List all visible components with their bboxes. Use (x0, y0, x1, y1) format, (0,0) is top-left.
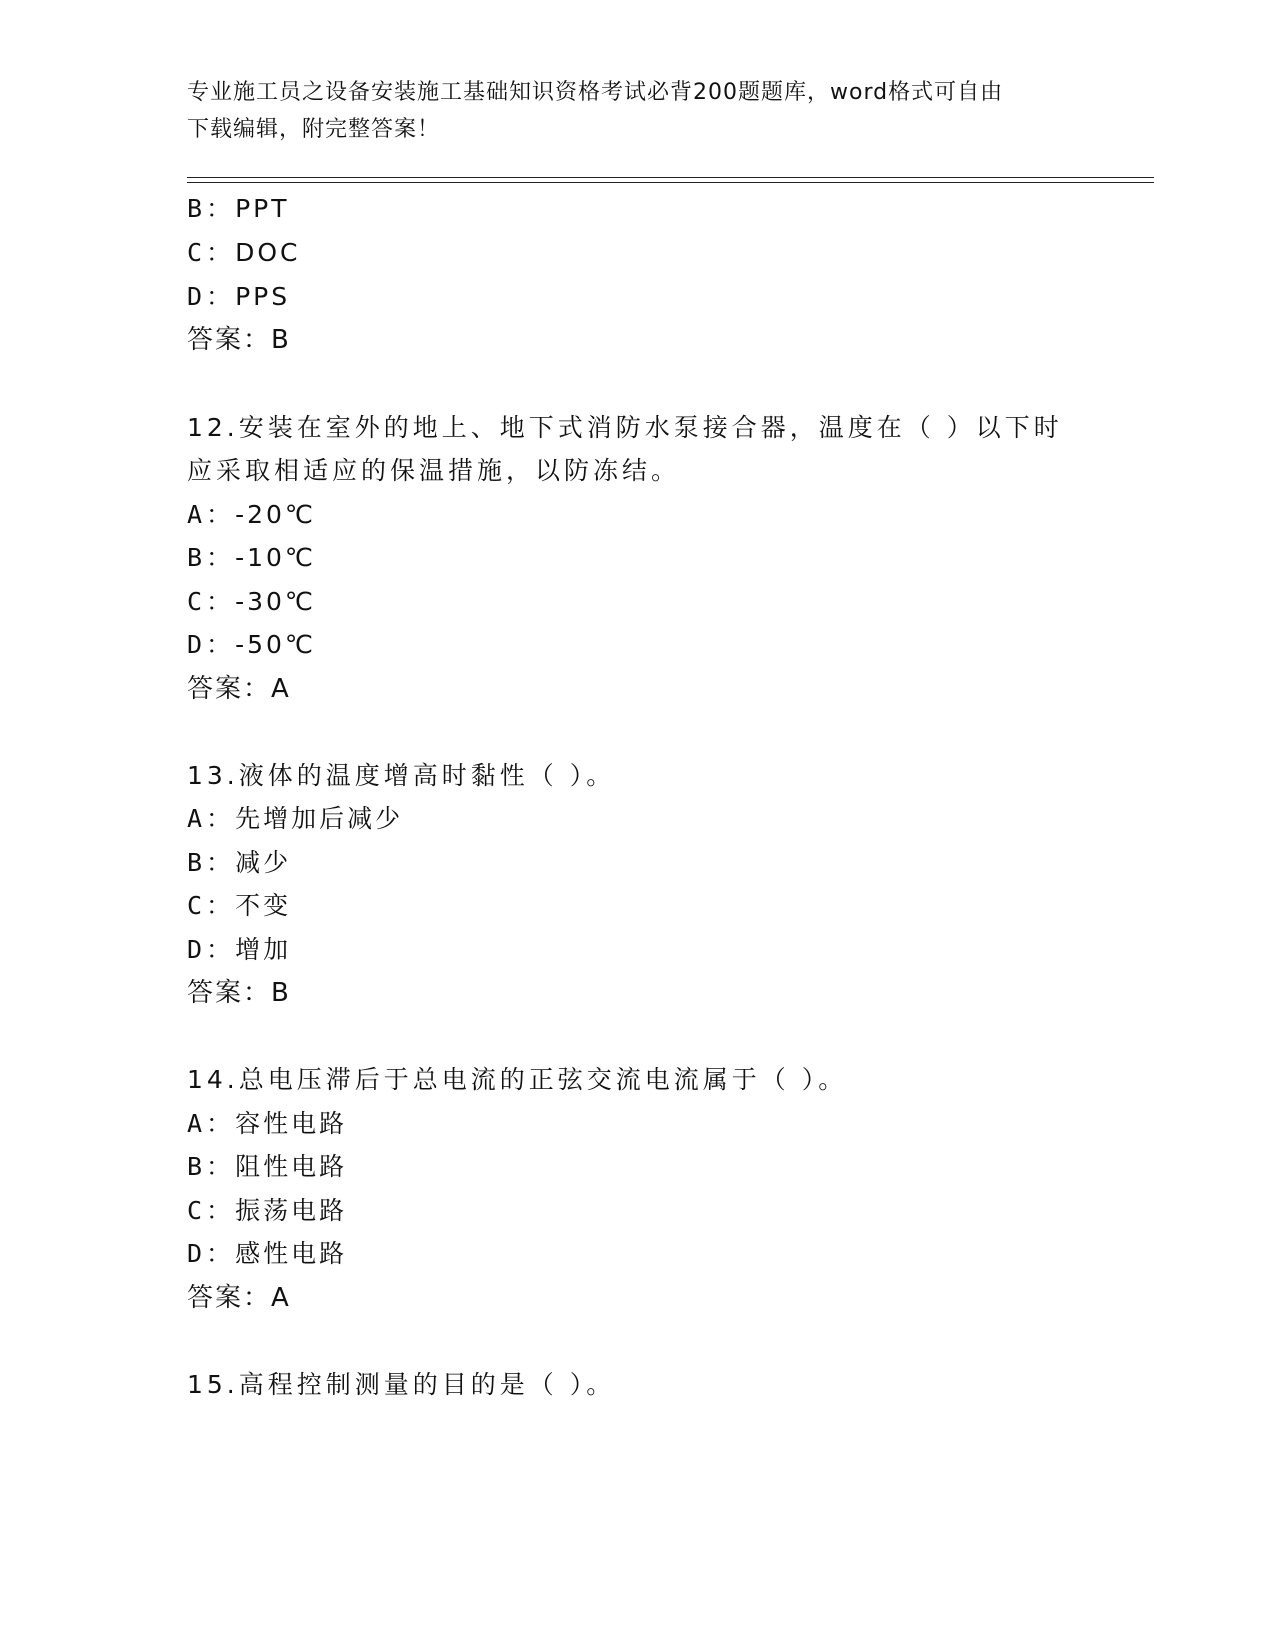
option-b: B：PPT (187, 194, 290, 223)
question-12-stem-line-1: 12.安装在室外的地上、地下式消防水泵接合器，温度在（ ）以下时 (187, 413, 1063, 442)
header-divider-top (187, 177, 1154, 178)
question-14-option-a: A：容性电路 (187, 1109, 348, 1138)
answer-line: 答案：B (187, 325, 291, 355)
question-14-stem: 14.总电压滞后于总电流的正弦交流电流属于（ ）。 (187, 1065, 848, 1094)
option-c: C：DOC (187, 238, 301, 267)
option-d: D：PPS (187, 282, 291, 311)
question-12-option-b: B：-10℃ (187, 543, 316, 572)
question-14-option-c: C：振荡电路 (187, 1196, 348, 1225)
question-12-option-a: A：-20℃ (187, 500, 316, 529)
document-header (187, 74, 1067, 148)
question-12-option-d: D：-50℃ (187, 630, 316, 659)
question-13-stem: 13.液体的温度增高时黏性（ ）。 (187, 761, 616, 790)
question-12-option-c: C：-30℃ (187, 587, 316, 616)
question-13-answer: 答案：B (187, 978, 291, 1008)
question-12-answer: 答案：A (187, 674, 291, 704)
header-divider-bottom (187, 182, 1154, 183)
header-title-line-1: 专业施工员之设备安装施工基础知识资格考试必背200题题库，word格式可自由 (187, 80, 1004, 105)
question-14-answer: 答案：A (187, 1283, 291, 1313)
header-title-line-2: 下载编辑，附完整答案！ (187, 117, 441, 142)
question-12-stem-line-2: 应采取相适应的保温措施，以防冻结。 (187, 456, 681, 485)
question-13-option-c: C：不变 (187, 891, 292, 920)
question-13-option-a: A：先增加后减少 (187, 804, 404, 833)
question-15-stem: 15.高程控制测量的目的是（ ）。 (187, 1370, 616, 1399)
question-13-option-b: B：减少 (187, 848, 292, 877)
question-13-option-d: D：增加 (187, 935, 292, 964)
question-14-option-d: D：感性电路 (187, 1239, 348, 1268)
question-14-option-b: B：阻性电路 (187, 1152, 348, 1181)
